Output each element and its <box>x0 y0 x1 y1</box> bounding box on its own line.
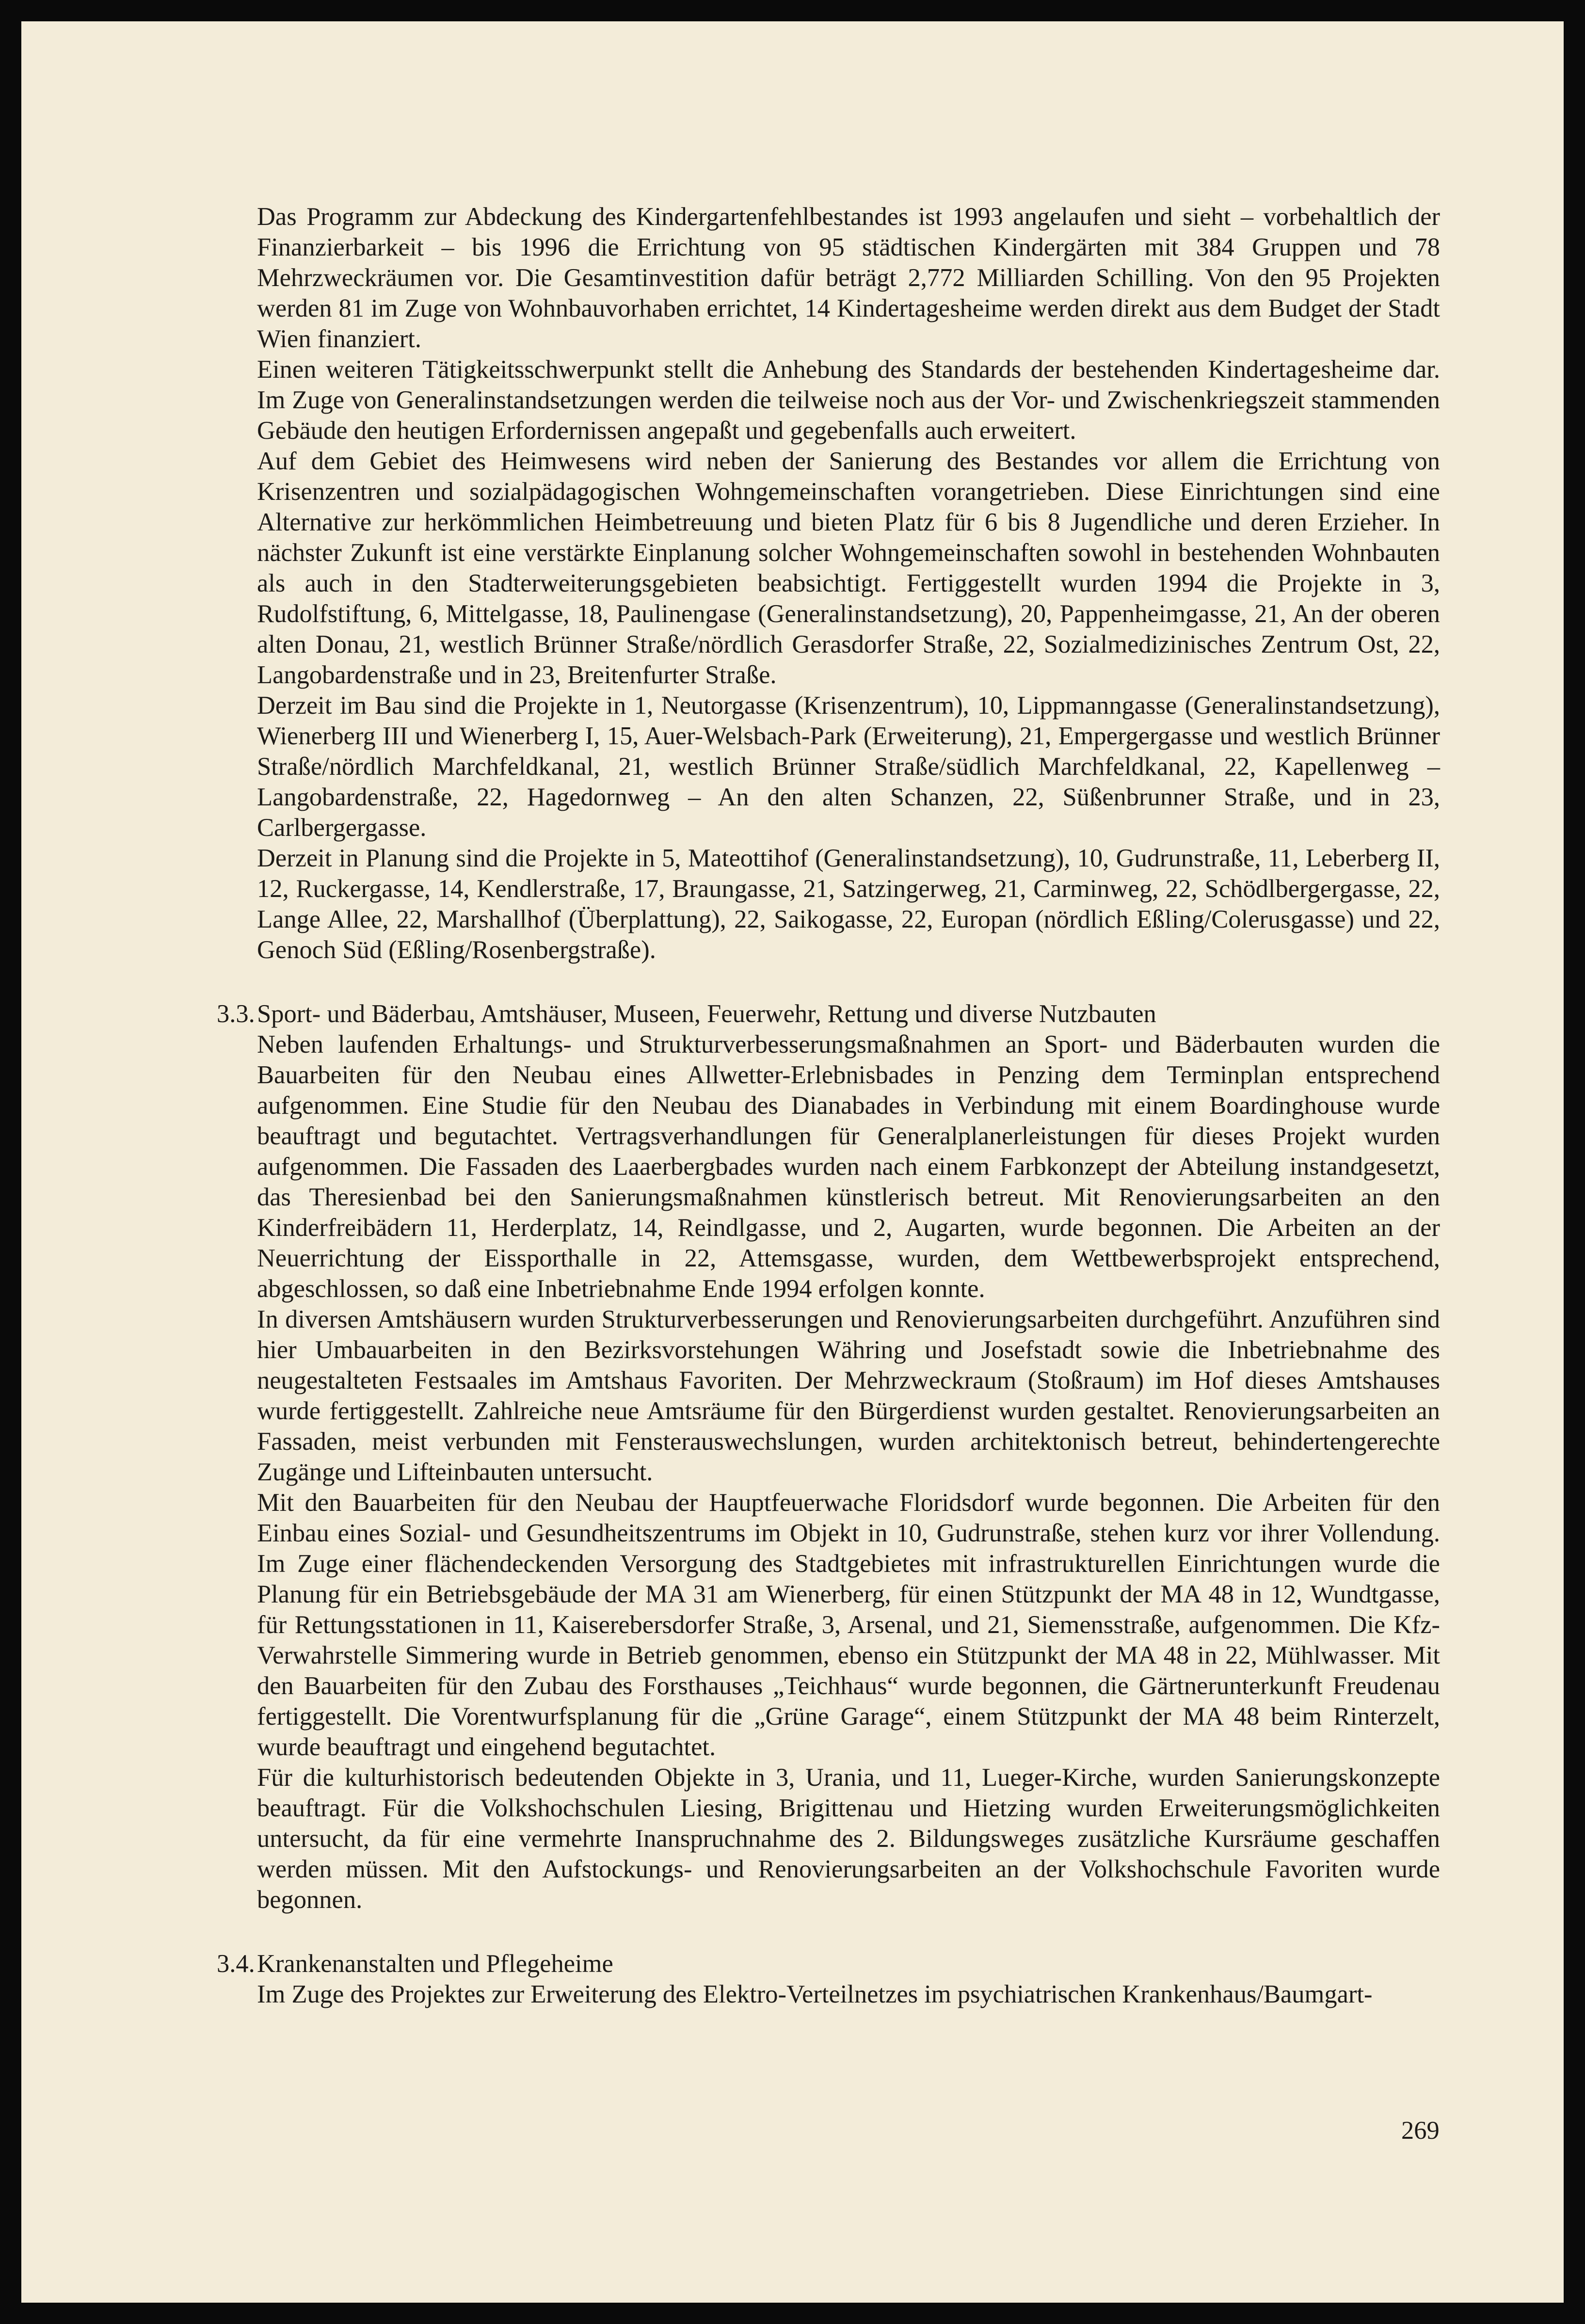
section-3-4-paragraph-1: Im Zuge des Projektes zur Erweiterung des Elektro-Verteilnetzes im psychiatrischen Krankenhaus/Baumgart- <box>257 1980 1373 2008</box>
page-number: 269 <box>1401 2116 1440 2145</box>
intro-paragraph-5: Derzeit in Planung sind die Projekte in 5, Mateottihof (Generalinstandsetzung), 10, Gudrunstraße, 11, Leberberg II, 12, Ruckergasse, 14, Kendlerstraße, 17, Braungasse, 21, Satzingerweg, 21, Carminweg, 22, Schödlbergergasse, 22, Lange Allee, 22, Marshallhof (Überplattung), 22, Saikogasse, 22, Europan (nördlich Eßling/Colerusgasse) und 22, Genoch Süd (Eßling/Rosenbergstraße). <box>257 844 1440 964</box>
section-3-3-paragraph-4: Für die kulturhistorisch bedeutenden Objekte in 3, Urania, und 11, Lueger-Kirche, wurden Sanierungskonzepte beauftragt. Für die Volkshochschulen Liesing, Brigittenau und Hietzing wurden Erweiterungsmöglichkeiten untersucht, da für eine vermehrte Inanspruchnahme des 2. Bildungsweges zusätzliche Kursräume geschaffen werden müssen. Mit den Aufstockungs- und Renovierungsarbeiten an der Volkshochschule Favoriten wurde begonnen. <box>257 1763 1440 1914</box>
intro-paragraph-1: Das Programm zur Abdeckung des Kindergartenfehlbestandes ist 1993 angelaufen und sieht – vorbehaltlich der Finanzierbarkeit – bis 1996 die Errichtung von 95 städtischen Kindergärten mit 384 Gruppen und 78 Mehrzweckräumen vor. Die Gesamtinvestition dafür beträgt 2,772 Milliarden Schilling. Von den 95 Projekten werden 81 im Zuge von Wohnbauvorhaben errichtet, 14 Kindertagesheime werden direkt aus dem Budget der Stadt Wien finanziert. <box>257 203 1440 353</box>
section-title-3-4: Krankenanstalten und Pflegeheime <box>257 1950 613 1978</box>
section-3-3-paragraph-2: In diversen Amtshäusern wurden Strukturverbesserungen und Renovierungsarbeiten durchgeführt. Anzuführen sind hier Umbauarbeiten in den Bezirksvorstehungen Währing und Josefstadt sowie die Inbetriebnahme des neugestalteten Festsaales im Amtshaus Favoriten. Der Mehrzweckraum (Stoßraum) im Hof dieses Amtshauses wurde fertiggestellt. Zahlreiche neue Amtsräume für den Bürgerdienst wurden gestaltet. Renovierungsarbeiten an Fassaden, meist verbunden mit Fensterauswechslungen, wurden architektonisch betreut, behindertengerechte Zugänge und Lifteinbauten untersucht. <box>257 1305 1440 1486</box>
section-number-3-3: 3.3. <box>217 1000 255 1028</box>
section-3-3-paragraph-1: Neben laufenden Erhaltungs- und Strukturverbesserungsmaßnahmen an Sport- und Bäderbauten wurden die Bauarbeiten für den Neubau eines Allwetter-Erlebnisbades in Penzing dem Terminplan entsprechend aufgenommen. Eine Studie für den Neubau des Dianabades in Verbindung mit einem Boardinghouse wurde beauftragt und begutachtet. Vertragsverhandlungen für Generalplanerleistungen für dieses Projekt wurden aufgenommen. Die Fassaden des Laaerbergbades wurden nach einem Farbkonzept der Abteilung instandgesetzt, das Theresienbad bei den Sanierungsmaßnahmen künstlerisch betreut. Mit Renovierungsarbeiten an den Kinderfreibädern 11, Herderplatz, 14, Reindlgasse, und 2, Augarten, wurde begonnen. Die Arbeiten an der Neuerrichtung der Eissporthalle in 22, Attemsgasse, wurden, dem Wettbewerbsprojekt entsprechend, abgeschlossen, so daß eine Inbetriebnahme Ende 1994 erfolgen konnte. <box>257 1030 1440 1303</box>
section-spacer <box>257 1915 1440 1949</box>
section-number-3-4: 3.4. <box>217 1950 255 1978</box>
body-text <box>217 202 1440 2010</box>
intro-paragraph-4: Derzeit im Bau sind die Projekte in 1, Neutorgasse (Krisenzentrum), 10, Lippmanngasse (Generalinstandsetzung), Wienerberg III und Wienerberg I, 15, Auer-Welsbach-Park (Erweiterung), 21, Empergergasse und westlich Brünner Straße/nördlich Marchfeldkanal, 21, westlich Brünner Straße/südlich Marchfeldkanal, 22, Kapellenweg – Langobardenstraße, 22, Hagedornweg – An den alten Schanzen, 22, Süßenbrunner Straße, und in 23, Carlbergergasse. <box>257 691 1440 842</box>
page-sheet <box>21 21 1564 2303</box>
section-3-3-paragraph-3: Mit den Bauarbeiten für den Neubau der Hauptfeuerwache Floridsdorf wurde begonnen. Die Arbeiten für den Einbau eines Sozial- und Gesundheitszentrums im Objekt in 10, Gudrunstraße, stehen kurz vor ihrer Vollendung. Im Zuge einer flächendeckenden Versorgung des Stadtgebietes mit infrastrukturellen Einrichtungen wurde die Planung für ein Betriebsgebäude der MA 31 am Wienerberg, für einen Stützpunkt der MA 48 in 12, Wundtgasse, für Rettungsstationen in 11, Kaiserebersdorfer Straße, 3, Arsenal, und 21, Siemensstraße, aufgenommen. Die Kfz-Verwahrstelle Simmering wurde in Betrieb genommen, ebenso ein Stützpunkt der MA 48 in 22, Mühlwasser. Mit den Bauarbeiten für den Zubau des Forsthauses „Teichhaus“ wurde begonnen, die Gärtnerunterkunft Freudenau fertiggestellt. Die Vorentwurfsplanung für die „Grüne Garage“, einem Stützpunkt der MA 48 beim Rinterzelt, wurde beauftragt und eingehend begutachtet. <box>257 1489 1440 1761</box>
section-heading-3-3 <box>217 999 1440 1029</box>
section-spacer <box>257 965 1440 999</box>
section-title-3-3: Sport- und Bäderbau, Amtshäuser, Museen, Feuerwehr, Rettung und diverse Nutzbauten <box>257 1000 1156 1028</box>
intro-paragraph-3: Auf dem Gebiet des Heimwesens wird neben der Sanierung des Bestandes vor allem die Errichtung von Krisenzentren und sozialpädagogischen Wohngemeinschaften vorangetrieben. Diese Einrichtungen sind eine Alternative zur herkömmlichen Heimbetreuung und bieten Platz für 6 bis 8 Jugendliche und deren Erzieher. In nächster Zukunft ist eine verstärkte Einplanung solcher Wohngemeinschaften sowohl in bestehenden Wohnbauten als auch in den Stadterweiterungsgebieten beabsichtigt. Fertiggestellt wurden 1994 die Projekte in 3, Rudolfstiftung, 6, Mittelgasse, 18, Paulinengase (Generalinstandsetzung), 20, Pappenheimgasse, 21, An der oberen alten Donau, 21, westlich Brünner Straße/nördlich Gerasdorfer Straße, 22, Sozialmedizinisches Zentrum Ost, 22, Langobardenstraße und in 23, Breitenfurter Straße. <box>257 447 1440 689</box>
intro-paragraph-2: Einen weiteren Tätigkeitsschwerpunkt stellt die Anhebung des Standards der bestehenden Kindertagesheime dar. Im Zuge von Generalinstandsetzungen werden die teilweise noch aus der Vor- und Zwischenkriegszeit stammenden Gebäude den heutigen Erfordernissen angepaßt und gegebenfalls auch erweitert. <box>257 355 1440 445</box>
section-heading-3-4 <box>217 1949 1440 1979</box>
